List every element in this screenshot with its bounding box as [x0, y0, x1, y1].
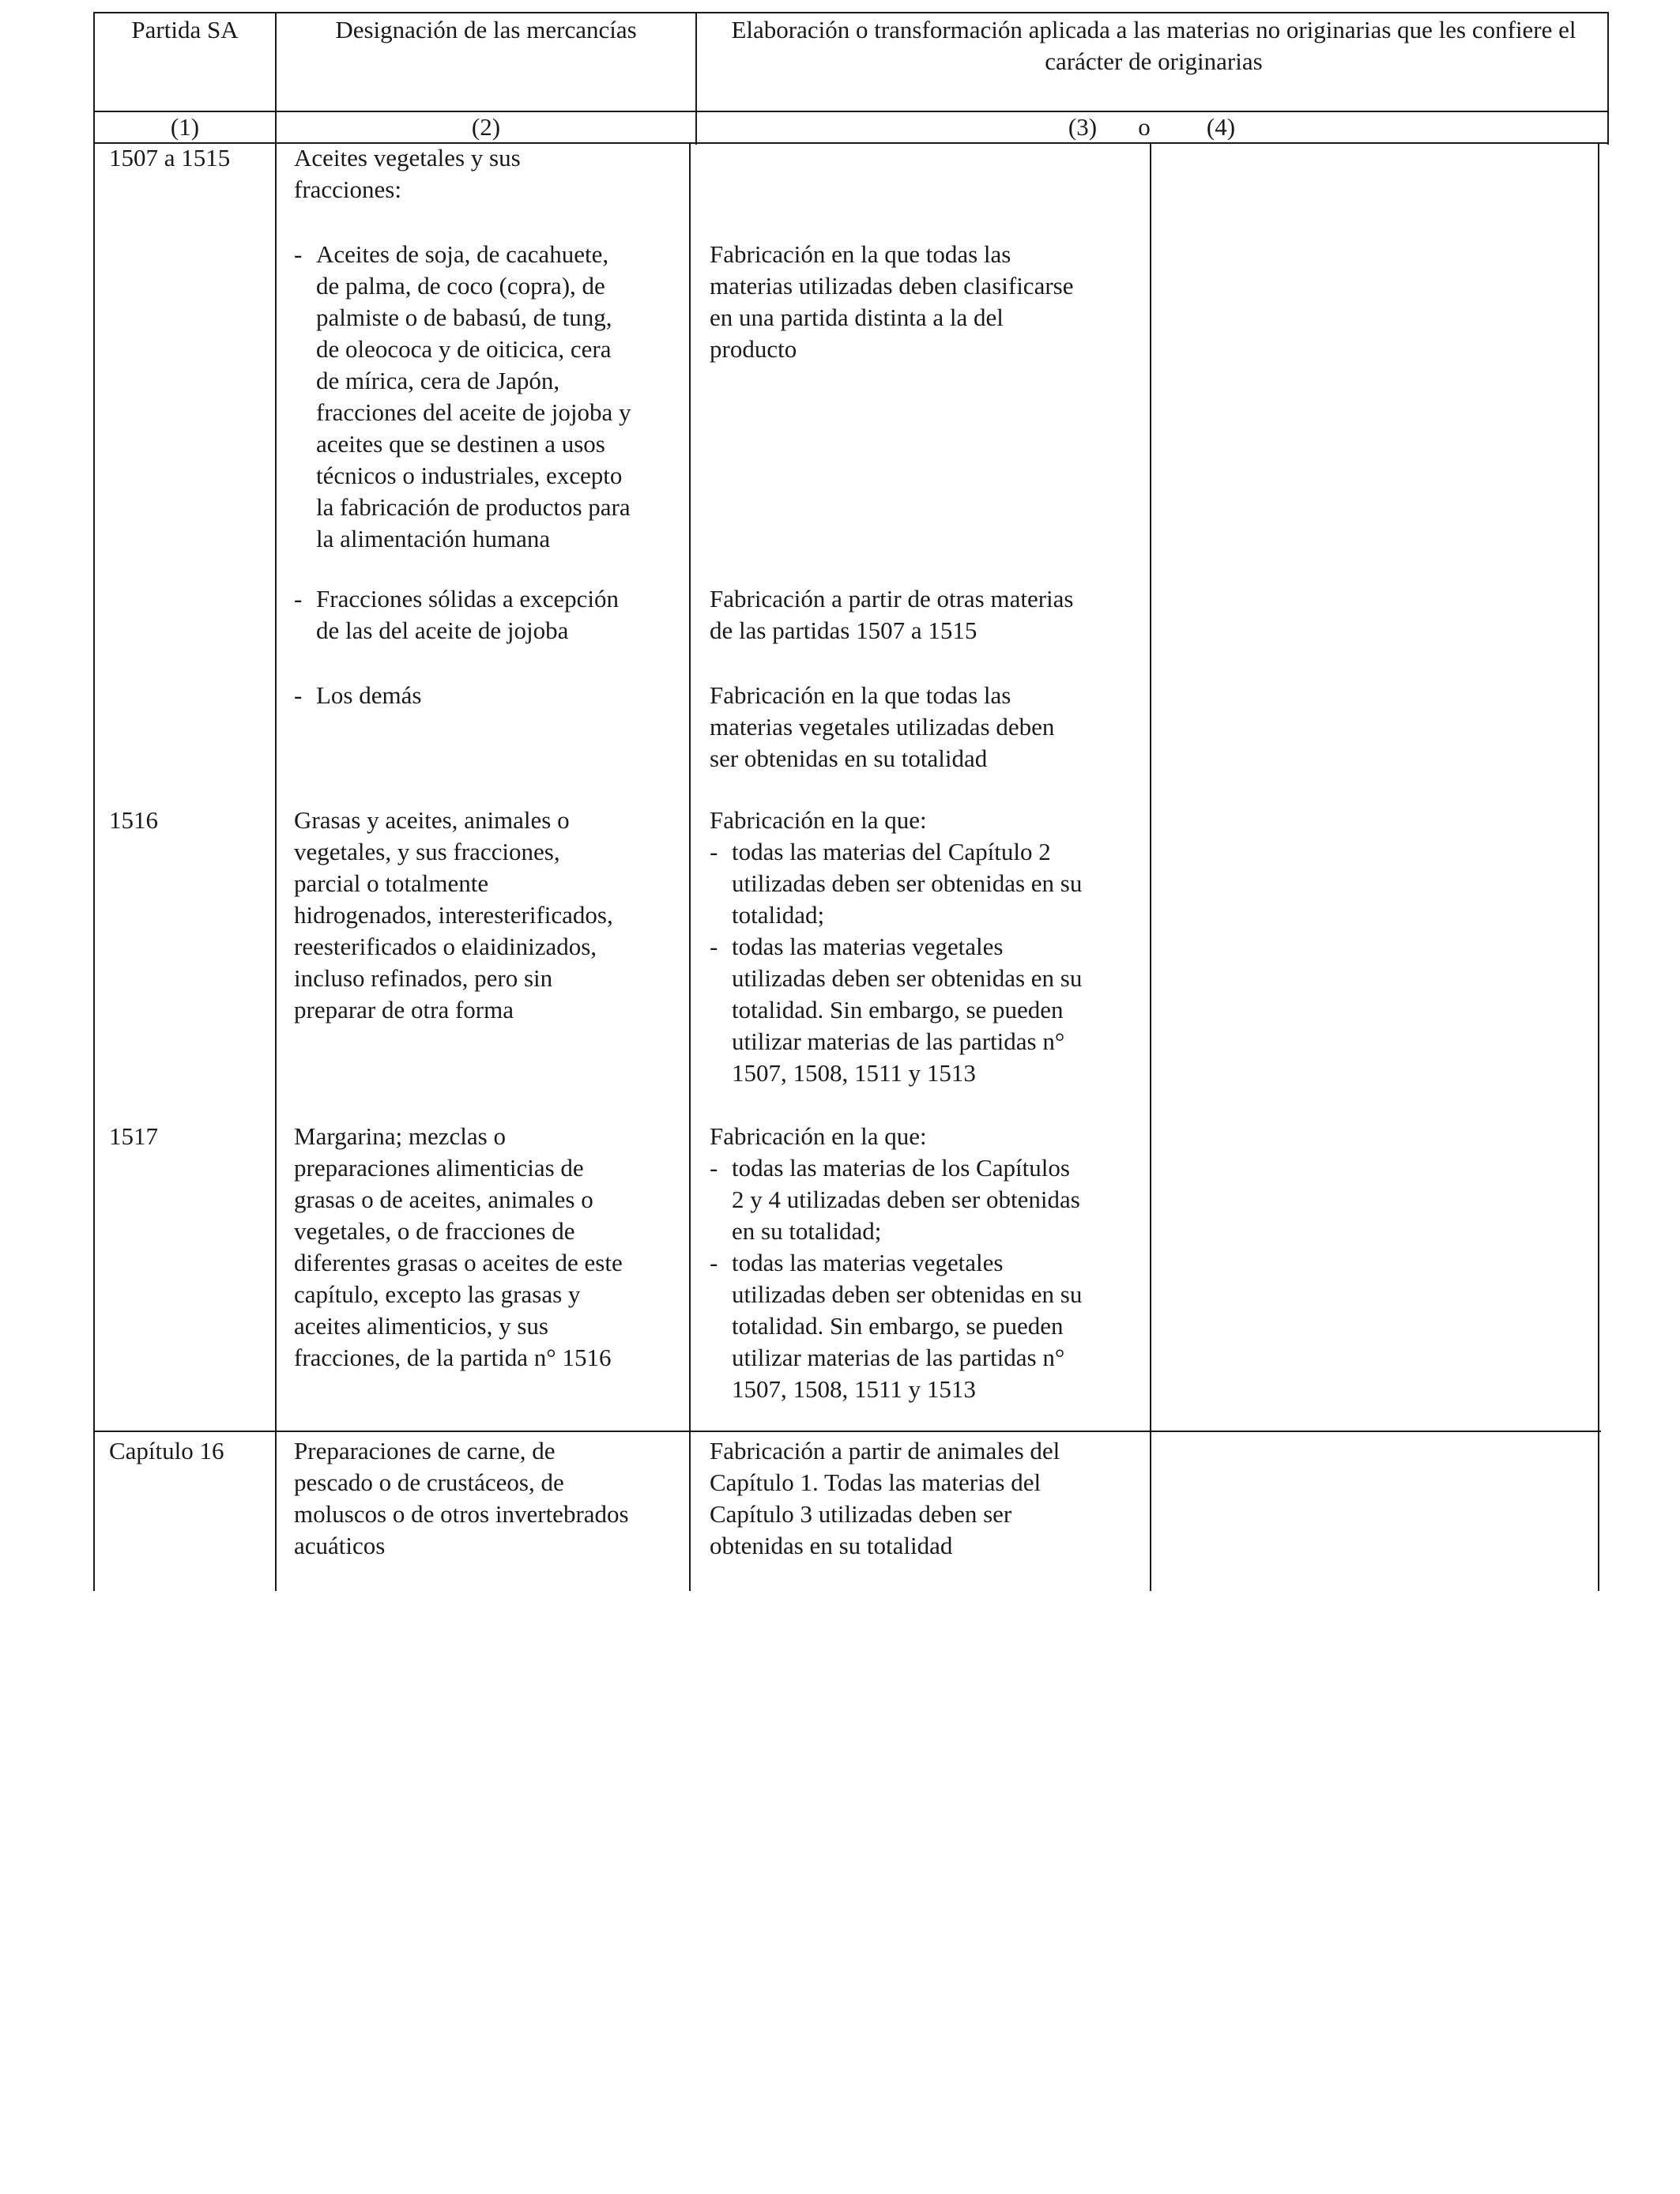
row1-sub2-description: Fracciones sólidas a excepción de las del aceite de jojoba [316, 585, 620, 644]
row3-rule-b-dash: - [710, 1249, 718, 1276]
row1-sub3-description: Los demás [316, 681, 422, 709]
row3-rule-b: todas las materias vegetales utilizadas deben ser obtenidas en su totalidad. Sin embargo, se pueden utilizar materias de las partidas n° 1507, 1508, 1511 y 1513 [732, 1249, 1083, 1403]
row1-sub1-description: Aceites de soja, de cacahuete, de palma, de coco (copra), de palmiste o de babasú, de tung, de oleococa y de oiticica, cera de mírica, cera de Japón, fracciones del aceite de jojoba y aceites que se destinen a usos técnicos o industriales, excepto la fabricación de productos para la alimentación humana [316, 240, 631, 552]
column-divider-2-header [695, 12, 697, 145]
header-elaboracion: Elaboración o transformación aplicada a las materias no originarias que les confiere el carácter de originarias [731, 16, 1576, 75]
column-divider-2 [689, 142, 691, 1591]
row1-sub1-rule: Fabricación en la que todas las materias utilizadas deben clasificarse en una partida distinta a la del producto [710, 240, 1074, 363]
row1-sub2-rule: Fabricación a partir de otras materias de las partidas 1507 a 1515 [710, 585, 1074, 644]
row2-description: Grasas y aceites, animales o vegetales, y sus fracciones, parcial o totalmente hidrogenados, interesterificados, reesterificados o elaidinizados, incluso refinados, pero sin preparar de otra forma [294, 806, 613, 1023]
row4-description: Preparaciones de carne, de pescado o de crustáceos, de moluscos o de otros invertebrados acuáticos [294, 1437, 629, 1559]
table-right-border [1598, 142, 1599, 1591]
column-or-label: o [1138, 113, 1151, 141]
row2-rule-a: todas las materias del Capítulo 2 utilizadas deben ser obtenidas en su totalidad; [732, 838, 1083, 929]
row1-sub1-dash: - [294, 240, 303, 268]
row4-partida: Capítulo 16 [109, 1437, 224, 1465]
row1-sub2-dash: - [294, 585, 303, 613]
header-designacion: Designación de las mercancías [335, 16, 637, 43]
row3-partida: 1517 [109, 1122, 158, 1150]
row1-sub3-dash: - [294, 681, 303, 709]
column-number-1: (1) [170, 113, 200, 141]
row1-intro: Aceites vegetales y sus fracciones: [294, 144, 521, 203]
row2-partida: 1516 [109, 806, 158, 834]
table-top-border [93, 12, 1609, 13]
row3-rule-a-dash: - [710, 1154, 718, 1182]
header-bottom-border [93, 111, 1609, 112]
table-right-border-header [1607, 12, 1609, 145]
column-divider-1 [275, 12, 277, 1591]
row3-rule-a: todas las materias de los Capítulos 2 y 4 utilizadas deben ser obtenidas en su totalidad; [732, 1154, 1080, 1245]
column-divider-3 [1150, 142, 1151, 1591]
row3-description: Margarina; mezclas o preparaciones alimenticias de grasas o de aceites, animales o vegetales, o de fracciones de diferentes grasas o aceites de este capítulo, excepto las grasas y aceites alimenticios, y sus fracciones, de la partida n° 1516 [294, 1122, 623, 1371]
row2-rule-a-dash: - [710, 838, 718, 865]
column-number-2: (2) [471, 113, 501, 141]
row1-partida: 1507 a 1515 [109, 144, 231, 172]
header-partida-sa: Partida SA [131, 16, 239, 43]
row3-rule-intro: Fabricación en la que: [710, 1122, 927, 1150]
column-number-4: (4) [1206, 113, 1236, 141]
row-separator [93, 1431, 1601, 1432]
row2-rule-b-dash: - [710, 933, 718, 960]
column-number-3: (3) [1068, 113, 1098, 141]
row2-rule-intro: Fabricación en la que: [710, 806, 927, 834]
row4-rule: Fabricación a partir de animales del Capítulo 1. Todas las materias del Capítulo 3 utilizadas deben ser obtenidas en su totalidad [710, 1437, 1060, 1559]
row2-rule-b: todas las materias vegetales utilizadas deben ser obtenidas en su totalidad. Sin embargo, se pueden utilizar materias de las partidas n° 1507, 1508, 1511 y 1513 [732, 933, 1083, 1087]
table-left-border [93, 12, 95, 1591]
row1-sub3-rule: Fabricación en la que todas las materias vegetales utilizadas deben ser obtenidas en su totalidad [710, 681, 1055, 772]
